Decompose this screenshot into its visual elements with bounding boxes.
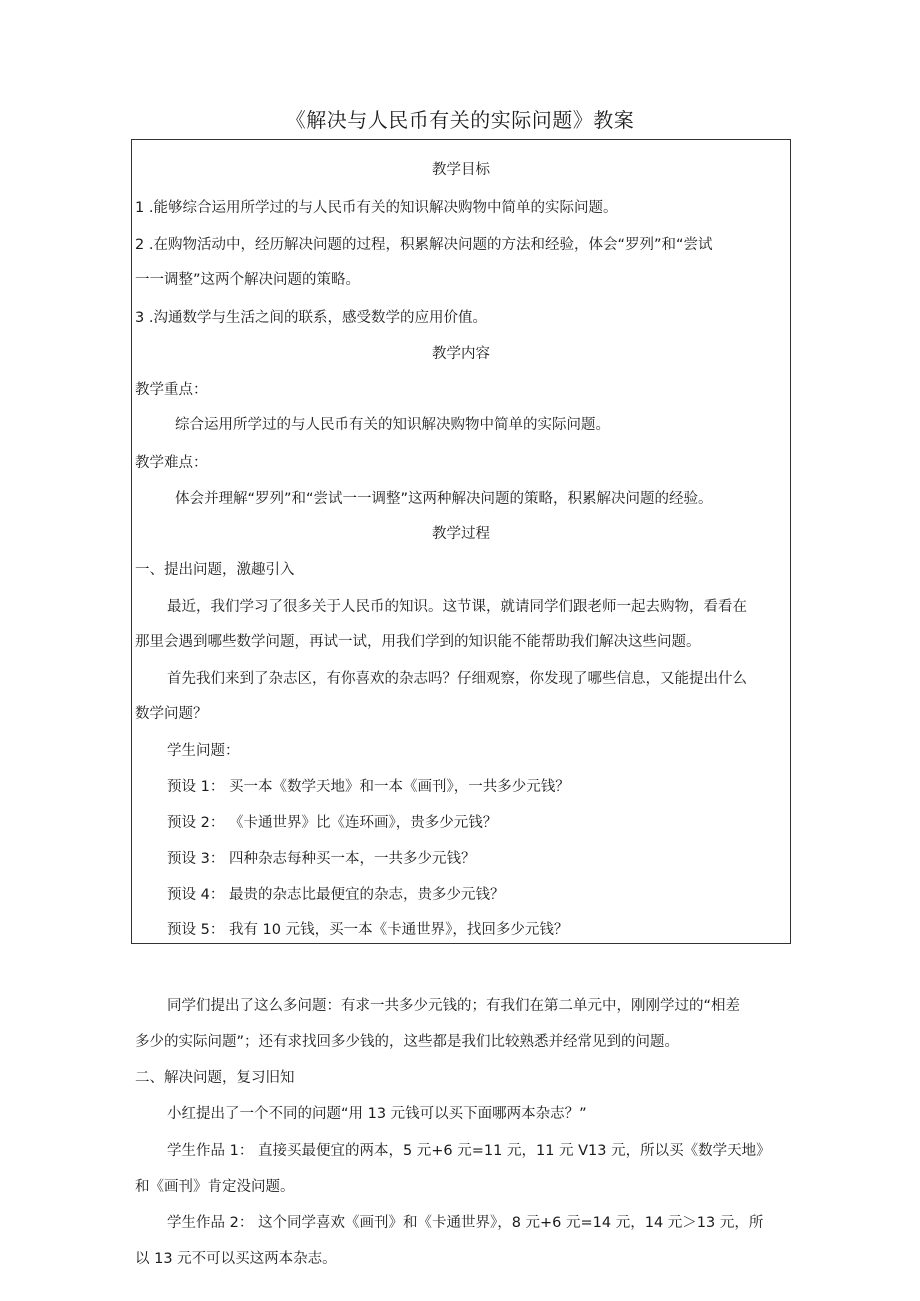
- student-work-2-line-2: 以 13 元不可以买这两本杂志。: [135, 1251, 337, 1267]
- paragraph-4: 小红提出了一个不同的问题“用 13 元钱可以买下面哪两本杂志？”: [167, 1106, 587, 1122]
- teaching-goals-heading: 教学目标: [432, 162, 490, 178]
- document-title: 《解决与人民币有关的实际问题》教案: [285, 108, 635, 132]
- key-point-text: 综合运用所学过的与人民币有关的知识解决购物中简单的实际问题。: [175, 417, 610, 433]
- goal-item-3: 3 .沟通数学与生活之间的联系，感受数学的应用价值。: [135, 310, 487, 326]
- student-work-1-line-1: 学生作品 1： 直接买最便宜的两本，5 元+6 元=11 元，11 元 V13 元，所以买《数学天地》: [167, 1143, 771, 1159]
- paragraph-3-line-1: 同学们提出了这么多问题：有求一共多少元钱的；有我们在第二单元中，刚刚学过的“相差: [167, 998, 741, 1014]
- preset-1: 预设 1： 买一本《数学天地》和一本《画刊》，一共多少元钱？: [167, 779, 570, 795]
- paragraph-3-line-2: 多少的实际问题”；还有求找回多少钱的，这些都是我们比较熟悉并经常见到的问题。: [135, 1034, 680, 1050]
- teaching-process-heading: 教学过程: [432, 526, 490, 542]
- difficulty-label: 教学难点：: [135, 455, 208, 471]
- student-work-2-line-1: 学生作品 2： 这个同学喜欢《画刊》和《卡通世界》，8 元+6 元=14 元，14 元＞13 元，所: [167, 1215, 764, 1231]
- paragraph-2-line-1: 首先我们来到了杂志区，有你喜欢的杂志吗？仔细观察，你发现了哪些信息，又能提出什么: [167, 671, 747, 687]
- paragraph-2-line-2: 数学问题？: [135, 706, 208, 722]
- preset-5: 预设 5： 我有 10 元钱，买一本《卡通世界》，找回多少元钱？: [167, 922, 569, 938]
- paragraph-1-line-1: 最近，我们学习了很多关于人民币的知识。这节课，就请同学们跟老师一起去购物，看看在: [167, 599, 747, 615]
- key-point-label: 教学重点：: [135, 382, 208, 398]
- section-2-heading: 二、解决问题，复习旧知: [135, 1070, 295, 1086]
- section-1-heading: 一、提出问题，激趣引入: [135, 562, 295, 578]
- goal-item-2-line-1: 2 .在购物活动中，经历解决问题的过程，积累解决问题的方法和经验，体会“罗列”和“尝试: [135, 237, 713, 253]
- preset-4: 预设 4： 最贵的杂志比最便宜的杂志，贵多少元钱？: [167, 887, 505, 903]
- student-questions-label: 学生问题：: [167, 743, 240, 759]
- goal-item-1: 1 .能够综合运用所学过的与人民币有关的知识解决购物中简单的实际问题。: [135, 200, 618, 216]
- teaching-content-heading: 教学内容: [432, 346, 490, 362]
- student-work-1-line-2: 和《画刊》肯定没问题。: [135, 1179, 295, 1195]
- goal-item-2-line-2: 一一调整”这两个解决问题的策略。: [135, 272, 361, 288]
- preset-3: 预设 3： 四种杂志每种买一本，一共多少元钱？: [167, 851, 476, 867]
- difficulty-text: 体会并理解“罗列”和“尝试一一调整”这两种解决问题的策略，积累解决问题的经验。: [175, 491, 713, 507]
- preset-2: 预设 2： 《卡通世界》比《连环画》，贵多少元钱？: [167, 815, 498, 831]
- paragraph-1-line-2: 那里会遇到哪些数学问题，再试一试，用我们学到的知识能不能帮助我们解决这些问题。: [135, 634, 701, 650]
